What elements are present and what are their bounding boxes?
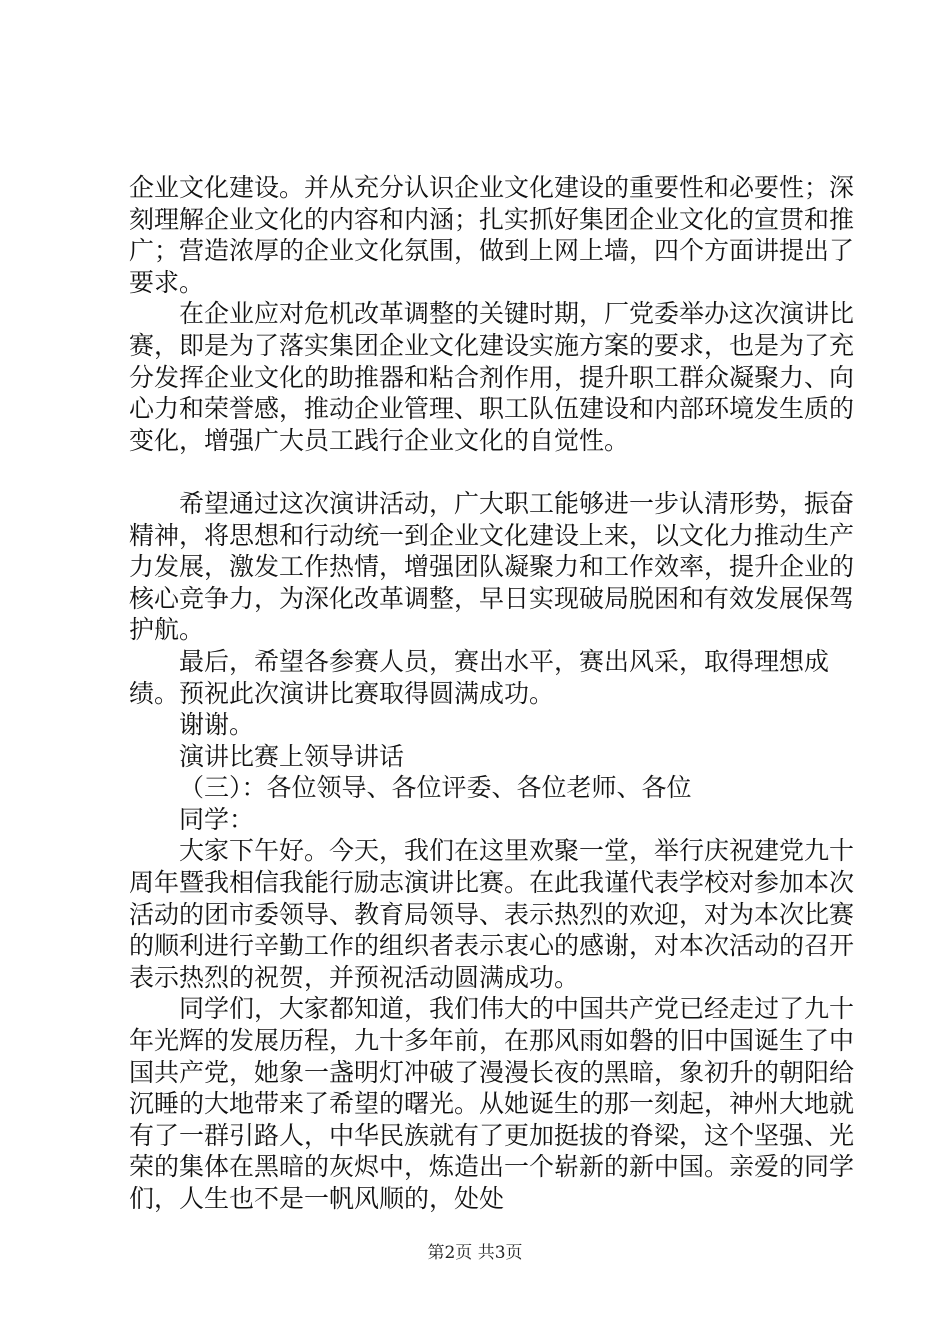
paragraph-gap — [129, 456, 869, 488]
paragraph-5: 谢谢。 — [179, 710, 255, 740]
paragraph-4: 最后，希望各参赛人员，赛出水平，赛出风采，取得理想成绩。预祝此次演讲比赛取得圆满成功。 — [129, 646, 830, 708]
paragraph-6: 演讲比赛上领导讲话 — [179, 741, 405, 771]
paragraph-8: 同学： — [179, 804, 255, 834]
page-footer: 第2页 共3页 — [427, 1243, 523, 1263]
paragraph-7: （三）：各位领导、各位评委、各位老师、各位 — [179, 773, 692, 803]
document-body — [129, 172, 869, 1215]
paragraph-3: 希望通过这次演讲活动，广大职工能够进一步认清形势，振奋精神，将思想和行动统一到企业文化建设上来，以文化力推动生产力发展，激发工作热情，增强团队凝聚力和工作效率，提升企业的核心竞争力，为深化改革调整，早日实现破局脱困和有效发展保驾护航。 — [129, 488, 855, 645]
paragraph-1: 企业文化建设。并从充分认识企业文化建设的重要性和必要性；深刻理解企业文化的内容和内涵；扎实抓好集团企业文化的宣贯和推广；营造浓厚的企业文化氛围，做到上网上墙，四个方面讲提出了要求。 — [129, 173, 855, 297]
paragraph-2: 在企业应对危机改革调整的关键时期，厂党委举办这次演讲比赛，即是为了落实集团企业文化建设实施方案的要求，也是为了充分发挥企业文化的助推器和粘合剂作用，提升职工群众凝聚力、向心力和荣誉感，推动企业管理、职工队伍建设和内部环境发生质的变化，增强广大员工践行企业文化的自觉性。 — [129, 299, 855, 455]
paragraph-9: 大家下午好。今天，我们在这里欢聚一堂，举行庆祝建党九十周年暨我相信我能行励志演讲比赛。在此我谨代表学校对参加本次活动的团市委领导、教育局领导、表示热烈的欢迎，对为本次比赛的顺利进行辛勤工作的组织者表示衷心的感谢，对本次活动的召开表示热烈的祝贺，并预祝活动圆满成功。 — [129, 836, 855, 992]
paragraph-10: 同学们，大家都知道，我们伟大的中国共产党已经走过了九十年光辉的发展历程，九十多年前，在那风雨如磐的旧中国诞生了中国共产党，她象一盏明灯冲破了漫漫长夜的黑暗，象初升的朝阳给沉睡的大地带来了希望的曙光。从她诞生的那一刻起，神州大地就有了一群引路人，中华民族就有了更加挺拔的脊梁，这个坚强、光荣的集体在黑暗的灰烬中，炼造出一个崭新的新中国。亲爱的同学们，人生也不是一帆风顺的，处处 — [129, 994, 855, 1213]
